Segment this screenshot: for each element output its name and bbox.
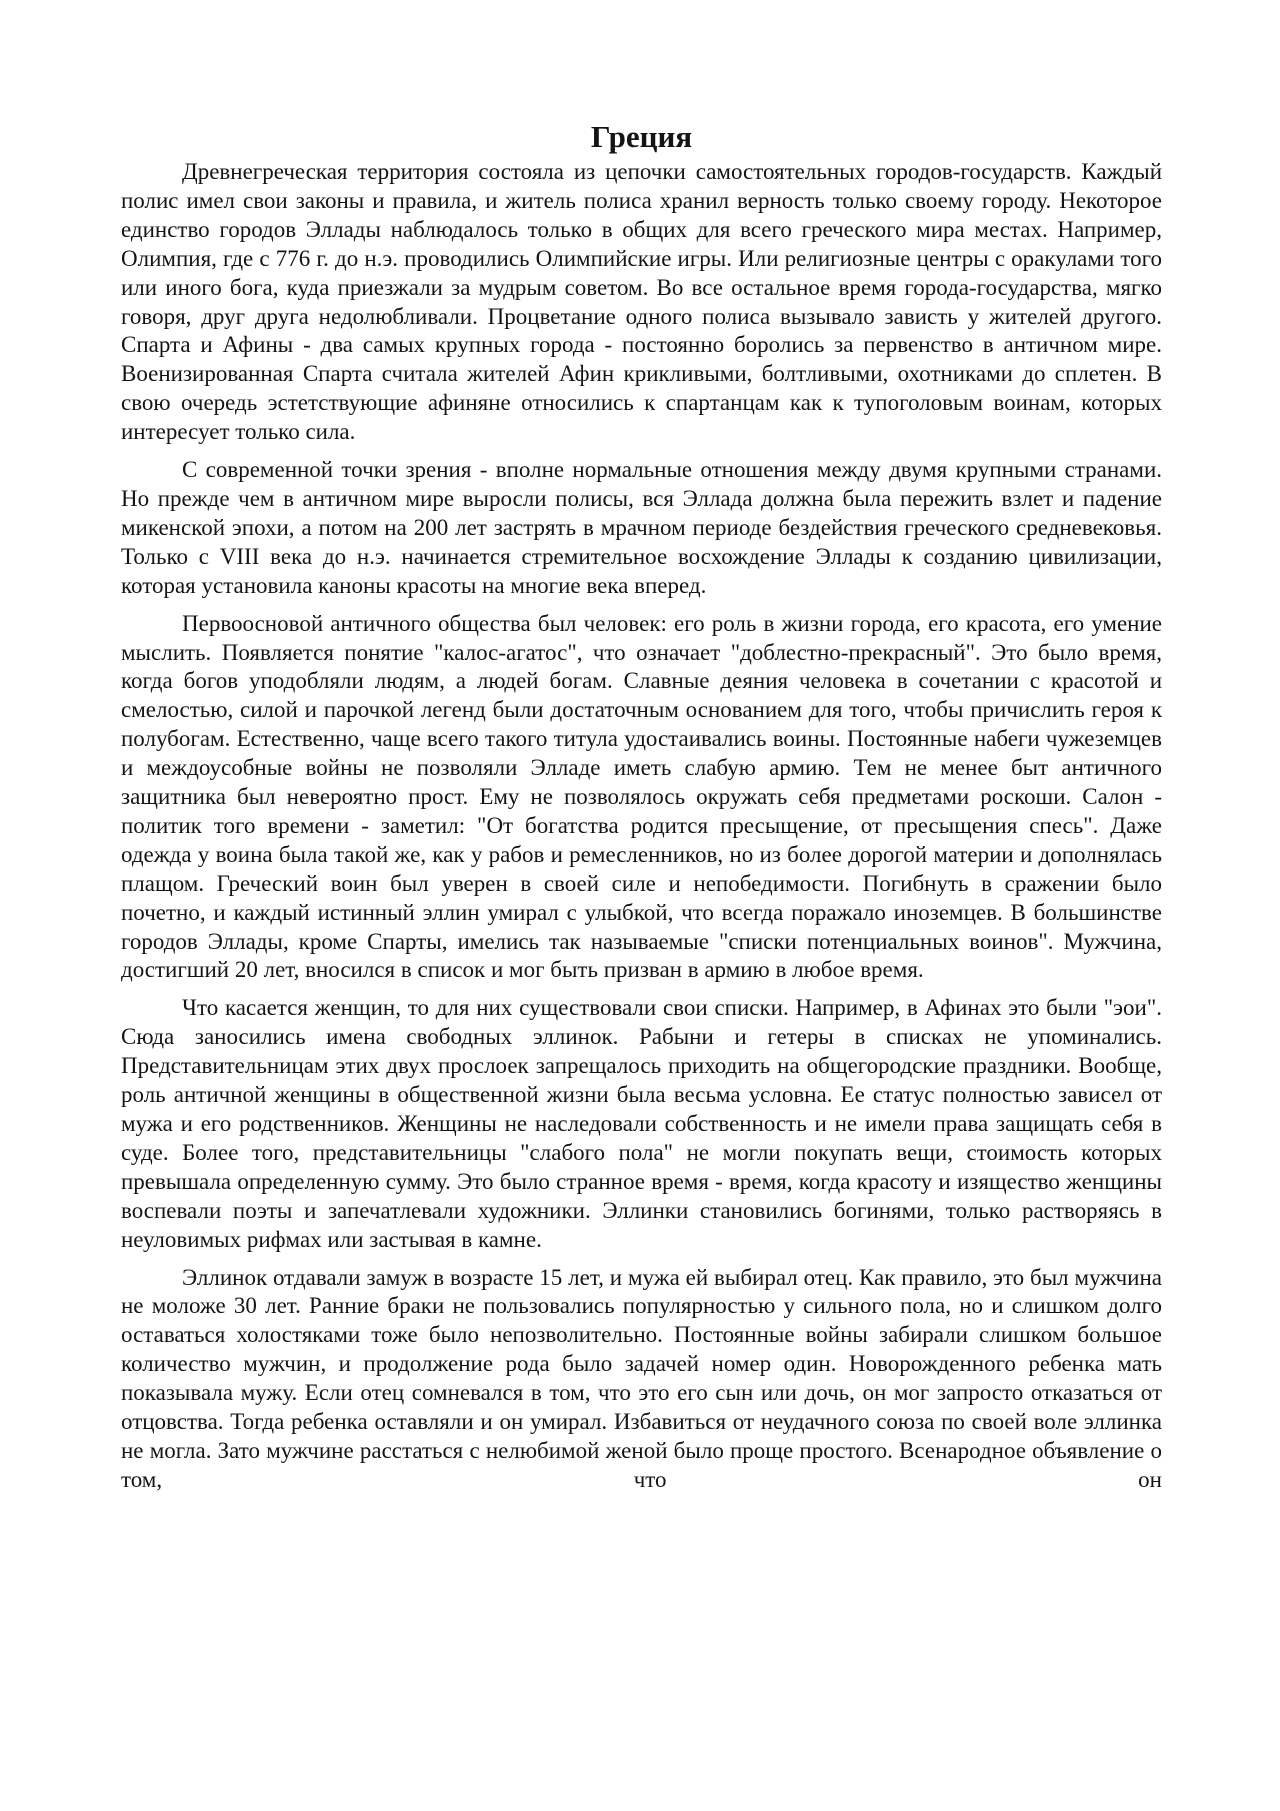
paragraph-marriage: Эллинок отдавали замуж в возрасте 15 лет, и мужа ей выбирал отец. Как правило, это был мужчина не моложе 30 лет. Ранние браки не пользовались популярностью у сильного пола, но и слишком долго оставаться холостяками тоже было непозволительно. Постоянные войны забирали слишком большое количество мужчин, и продолжение рода было задачей номер один. Новорожденного ребенка мать показывала мужу. Если отец сомневался в том, что это его сын или дочь, он мог запросто отказаться от отцовства. Тогда ребенка оставляли и он умирал. Избавиться от неудачного союза по своей воле эллинка не могла. Зато мужчине расстаться с нелюбимой женой было проще простого. Всенародное объявление о том, что он bbox=[121, 1264, 1162, 1492]
paragraph-city-states: Древнегреческая территория состояла из цепочки самостоятельных городов-государств. Каждый полис имел свои законы и правила, и житель полиса хранил верность только своему городу. Некоторое единство городов Эллады наблюдалось только в общих для всего греческого мира местах. Например, Олимпия, где с 776 г. до н.э. проводились Олимпийские игры. Или религиозные центры с оракулами того или иного бога, куда приезжали за мудрым советом. Во все остальное время города-государства, мягко говоря, друг друга недолюбливали. Процветание одного полиса вызывало зависть у жителей другого. Спарта и Афины - два самых крупных города - постоянно боролись за первенство в античном мире. Военизированная Спарта считала жителей Афин крикливыми, болтливыми, охотниками до сплетен. В свою очередь эстетствующие афиняне относились к спартанцам как к тупоголовым воинам, которых интересует только сила. bbox=[121, 159, 1162, 445]
paragraph-modern-view: С современной точки зрения - вполне нормальные отношения между двумя крупными странами. Но прежде чем в античном мире выросли полисы, вся Эллада должна была пережить взлет и падение микенской эпохи, а потом на 200 лет застрять в мрачном периоде бездействия греческого средневековья. Только с VIII века до н.э. начинается стремительное восхождение Эллады к созданию цивилизации, которая установила каноны красоты на многие века вперед. bbox=[121, 457, 1162, 598]
paragraph-women: Что касается женщин, то для них существовали свои списки. Например, в Афинах это были "эои". Сюда заносились имена свободных эллинок. Рабыни и гетеры в списках не упоминались. Представительницам этих двух прослоек запрещалось приходить на общегородские праздники. Вообще, роль античной женщины в общественной жизни была весьма условна. Ее статус полностью зависел от мужа и его родственников. Женщины не наследовали собственность и не имели права защищать себя в суде. Более того, представительницы "слабого пола" не могли покупать вещи, стоимость которых превышала определенную сумму. Это было странное время - время, когда красоту и изящество женщины воспевали поэты и запечатлевали художники. Эллинки становились богинями, только растворяясь в неуловимых рифмах или застывая в камне. bbox=[121, 995, 1162, 1252]
document-body bbox=[121, 118, 1162, 1504]
document-title: Греция bbox=[590, 119, 693, 154]
paragraph-warriors: Первоосновой античного общества был человек: его роль в жизни города, его красота, его умение мыслить. Появляется понятие "калос-агатос", что означает "доблестно-прекрасный". Это было время, когда богов уподобляли людям, а людей богам. Славные деяния человека в сочетании с красотой и смелостью, силой и парочкой легенд были достаточным основанием для того, чтобы причислить героя к полубогам. Естественно, чаще всего такого титула удостаивались воины. Постоянные набеги чужеземцев и междоусобные войны не позволяли Элладе иметь слабую армию. Тем не менее быт античного защитника был невероятно прост. Ему не позволялось окружать себя предметами роскоши. Салон - политик того времени - заметил: "От богатства родится пресыщение, от пресыщения спесь". Даже одежда у воина была такой же, как у рабов и ремесленников, но из более дорогой материи и дополнялась плащом. Греческий воин был уверен в своей силе и непобедимости. Погибнуть в сражении было почетно, и каждый истинный эллин умирал с улыбкой, что всегда поражало иноземцев. В большинстве городов Эллады, кроме Спарты, имелись так называемые "списки потенциальных воинов". Мужчина, достигший 20 лет, вносился в список и мог быть призван в армию в любое время. bbox=[121, 610, 1162, 983]
